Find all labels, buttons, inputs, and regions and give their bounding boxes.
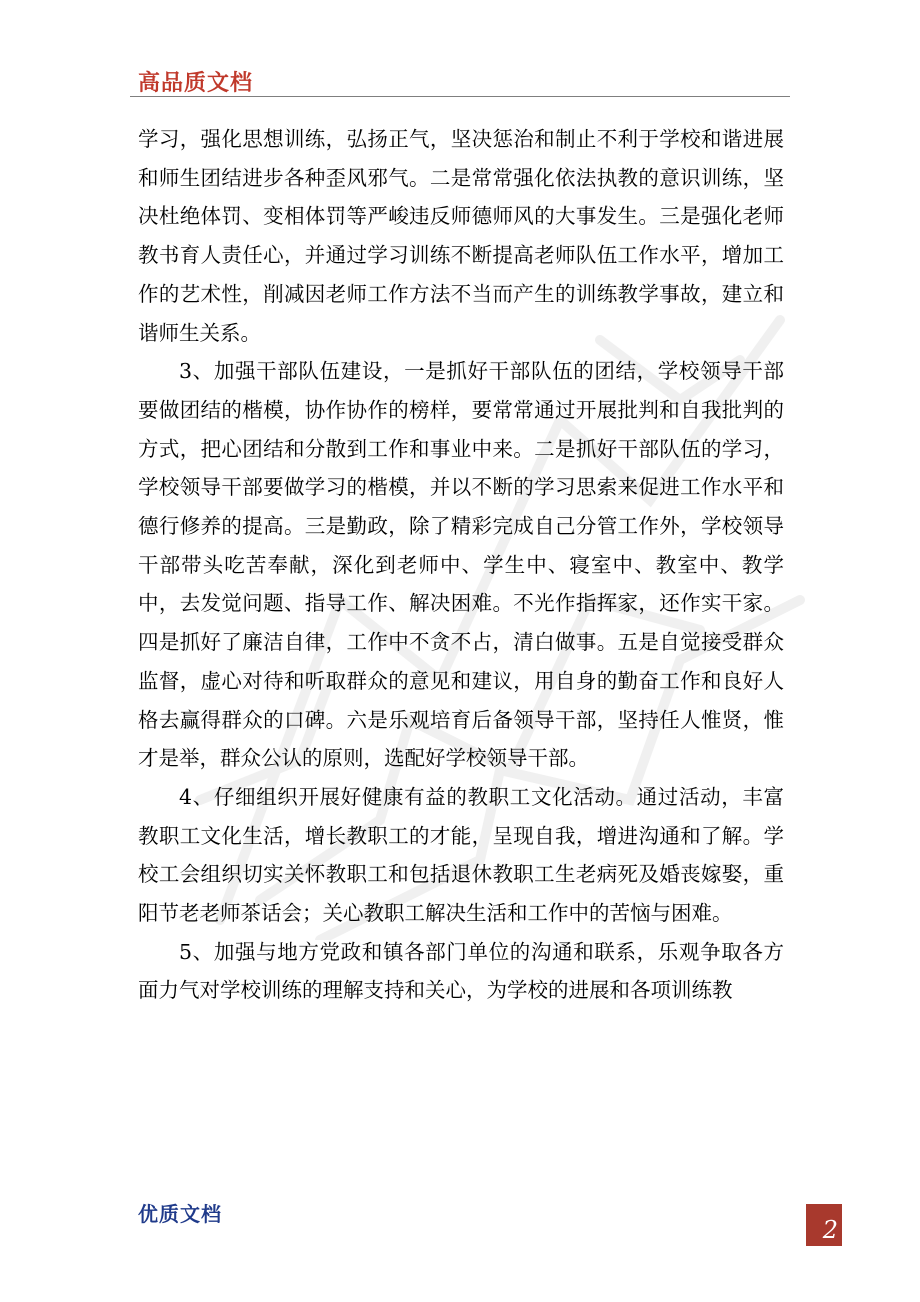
page-number-badge bbox=[806, 1204, 842, 1246]
page-number: 2 bbox=[822, 1216, 838, 1244]
footer-title: 优质文档 bbox=[138, 1202, 222, 1226]
header-divider bbox=[130, 96, 790, 97]
paragraph-3: 4、仔细组织开展好健康有益的教职工文化活动。通过活动，丰富教职工文化生活，增长教职工的才能，呈现自我，增进沟通和了解。学校工会组织切实关怀教职工和包括退休教职工生老病死及婚丧嫁娶，重阳节老老师茶话会；关心教职工解决生活和工作中的苦恼与困难。 bbox=[138, 784, 784, 926]
paragraph-4: 5、加强与地方党政和镇各部门单位的沟通和联系，乐观争取各方面力气对学校训练的理解支持和关心，为学校的进展和各项训练教 bbox=[138, 939, 784, 1003]
header-title: 高品质文档 bbox=[138, 71, 254, 96]
paragraph-1: 学习，强化思想训练，弘扬正气，坚决惩治和制止不利于学校和谐进展和师生团结进步各种歪风邪气。二是常常强化依法执教的意识训练，坚决杜绝体罚、变相体罚等严峻违反师德师风的大事发生。三是强化老师教书育人责任心，并通过学习训练不断提高老师队伍工作水平，增加工作的艺术性，削减因老师工作方法不当而产生的训练教学事故，建立和谐师生关系。 bbox=[138, 127, 784, 345]
document-body bbox=[138, 120, 784, 1010]
paragraph-2: 3、加强干部队伍建设，一是抓好干部队伍的团结，学校领导干部要做团结的楷模，协作协作的榜样，要常常通过开展批判和自我批判的方式，把心团结和分散到工作和事业中来。二是抓好干部队伍的学习，学校领导干部要做学习的楷模，并以不断的学习思索来促进工作水平和德行修养的提高。三是勤政，除了精彩完成自己分管工作外，学校领导干部带头吃苦奉献，深化到老师中、学生中、寝室中、教室中、教学中，去发觉问题、指导工作、解决困难。不光作指挥家，还作实干家。四是抓好了廉洁自律，工作中不贪不占，清白做事。五是自觉接受群众监督，虚心对待和听取群众的意见和建议，用自身的勤奋工作和良好人格去赢得群众的口碑。六是乐观培育后备领导干部，坚持任人惟贤，惟才是举，群众公认的原则，选配好学校领导干部。 bbox=[138, 359, 784, 771]
